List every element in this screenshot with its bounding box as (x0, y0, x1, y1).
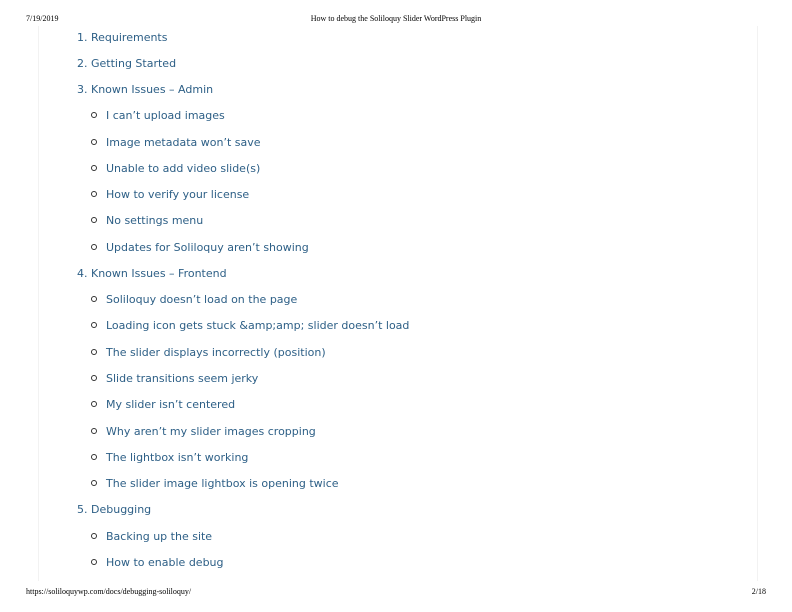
toc-number: 2. (77, 57, 88, 70)
toc-subitem[interactable] (91, 424, 316, 440)
toc-subitem[interactable] (91, 187, 249, 203)
toc-link[interactable]: I can’t upload images (106, 109, 225, 122)
bullet-icon (91, 428, 97, 434)
toc-subitem[interactable] (91, 555, 224, 571)
bullet-icon (91, 559, 97, 565)
toc-subitem[interactable] (91, 345, 326, 361)
toc-link[interactable]: Unable to add video slide(s) (106, 162, 261, 175)
page-url[interactable]: https://soliloquywp.com/docs/debugging-soliloquy/ (26, 587, 192, 596)
toc-item-known-issues-admin[interactable] (77, 82, 213, 98)
toc-number: 4. (77, 267, 88, 280)
toc-item-requirements[interactable] (77, 30, 167, 46)
bullet-icon (91, 217, 97, 223)
toc-link-getting-started[interactable]: Getting Started (91, 57, 177, 70)
toc-item-known-issues-frontend[interactable] (77, 266, 227, 282)
table-of-contents (39, 26, 757, 581)
toc-link[interactable]: How to enable debug (106, 556, 224, 569)
toc-link[interactable]: Image metadata won’t save (106, 136, 261, 149)
toc-subitem[interactable] (91, 292, 297, 308)
bullet-icon (91, 112, 97, 118)
toc-link[interactable]: No settings menu (106, 214, 204, 227)
toc-link-known-issues-frontend[interactable]: Known Issues – Frontend (91, 267, 227, 280)
toc-number: 1. (77, 31, 88, 44)
toc-subitem[interactable] (91, 450, 248, 466)
print-header (0, 14, 792, 26)
toc-link[interactable]: Soliloquy doesn’t load on the page (106, 293, 298, 306)
toc-link-debugging[interactable]: Debugging (91, 503, 152, 516)
bullet-icon (91, 191, 97, 197)
print-date: 7/19/2019 (26, 14, 59, 23)
bullet-icon (91, 349, 97, 355)
toc-link[interactable]: The slider displays incorrectly (position) (106, 346, 326, 359)
toc-subitem[interactable] (91, 371, 258, 387)
toc-subitem[interactable] (91, 529, 212, 545)
bullet-icon (91, 165, 97, 171)
toc-link-requirements[interactable]: Requirements (91, 31, 168, 44)
bullet-icon (91, 244, 97, 250)
bullet-icon (91, 401, 97, 407)
toc-number: 3. (77, 83, 88, 96)
toc-item-debugging[interactable] (77, 502, 151, 518)
bullet-icon (91, 296, 97, 302)
toc-link[interactable]: Loading icon gets stuck &amp;amp; slider doesn’t load (106, 319, 410, 332)
page-number: 2/18 (751, 587, 766, 596)
toc-subitem[interactable] (91, 161, 260, 177)
toc-link[interactable]: Updates for Soliloquy aren’t showing (106, 241, 309, 254)
toc-link[interactable]: Slide transitions seem jerky (106, 372, 259, 385)
toc-link[interactable]: How to verify your license (106, 188, 250, 201)
toc-subitem[interactable] (91, 213, 203, 229)
toc-subitem[interactable] (91, 318, 409, 334)
toc-link-known-issues-admin[interactable]: Known Issues – Admin (91, 83, 214, 96)
toc-item-getting-started[interactable] (77, 56, 176, 72)
toc-link[interactable]: Why aren’t my slider images cropping (106, 425, 316, 438)
bullet-icon (91, 375, 97, 381)
bullet-icon (91, 454, 97, 460)
toc-number: 5. (77, 503, 88, 516)
toc-subitem[interactable] (91, 397, 235, 413)
page-content (38, 26, 758, 581)
toc-subitem[interactable] (91, 476, 339, 492)
toc-subitem[interactable] (91, 108, 225, 124)
toc-subitem[interactable] (91, 135, 261, 151)
bullet-icon (91, 480, 97, 486)
toc-link[interactable]: Backing up the site (106, 530, 213, 543)
document-title: How to debug the Soliloquy Slider WordPress Plugin (310, 14, 482, 23)
toc-link[interactable]: The slider image lightbox is opening twice (106, 477, 339, 490)
bullet-icon (91, 139, 97, 145)
bullet-icon (91, 533, 97, 539)
bullet-icon (91, 322, 97, 328)
print-footer (0, 587, 792, 599)
toc-link[interactable]: The lightbox isn’t working (106, 451, 249, 464)
toc-subitem[interactable] (91, 240, 309, 256)
toc-link[interactable]: My slider isn’t centered (106, 398, 236, 411)
